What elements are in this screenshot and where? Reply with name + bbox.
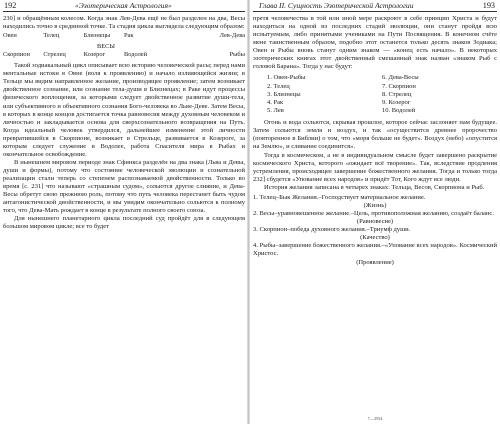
zodiac-cell: Рыбы xyxy=(229,50,245,58)
desire-item-4: 4. Рыбы–завершение божественного желания.–«Упование всех народов». Космический Христос. xyxy=(253,242,497,258)
left-intro: 230] и обращённым колесом. Когда знак Лев-Дева ещё не был разделен на два, Весы находились точно в срединной точке. Та стадия цикла выглядела следующим образом: xyxy=(3,15,245,31)
left-page xyxy=(3,0,245,424)
zodiac-cell: Близнецы xyxy=(83,32,111,40)
zodiac-cell xyxy=(164,51,204,60)
right-paragraph-2: Огонь и вода сольются, скрывая прошлое, которое сейчас заслоняет нам будущее. Затем сольются земля и воздух, и так «осуществится древнее пророчество (повторенное в Библии) о том, что «моря больше не будет». Воздух (небо) «опустится на Землю», и сливание соединится». xyxy=(253,119,497,151)
zodiac-cell: Рак xyxy=(123,32,134,40)
list-item: 1. Овен-Рыбы xyxy=(267,74,306,82)
list-item: 2. Телец xyxy=(267,82,290,90)
left-paragraph-1: Такой зодиакальный цикл описывает всю историю человеческой расы; перед нами ментальные истоки в Овне (воля к проявлению) и начало излияющейся жизни; в Тельце мы видим направленное желание, производящее проявление; затем возникает двойственное сознание, или сознание тела-души в Близнецах; в Раке идут процессы физического воплощения, за которыми следует двойственное развитие души-тела, или субъективного и объективного сознания Бого-человека во Льве-Деве. Затем Весы, в которых в конце концов достигается точка равновесия между духовным человеком и личностью и закладывается основа для сверхсознательного возвращения на Путь. Когда идеальный человек утвердился, дальнейшее изменение этой личности превратившейся в Скорпионе, возникает в Стрельце, развивается в Козероге, за которым следует служение в Водолее, работа Спасителя мира в Рыбах и окончательное освобождение. xyxy=(3,62,245,158)
zodiac-cell: Лев-Дева xyxy=(219,32,245,40)
list-item: 6. Дева-Весы xyxy=(382,74,419,82)
right-page-body xyxy=(253,15,497,267)
zodiac-row-lower xyxy=(3,51,245,60)
desire-list xyxy=(253,194,497,267)
zodiac-cell: Козерог xyxy=(83,50,106,58)
zodiac-cell: Телец xyxy=(43,32,60,40)
list-item: 7. Скорпион xyxy=(382,82,416,90)
right-paragraph-3: Тогда в космическом, а не в индивидуальном смысле будет завершено раскрытие космического Христа, которого «ожидает всё творение». Так, вследствие продления устремления, происходящее завершение божественного желания. Тогда и только тогда 232] сбудется «Упование всех народов» и придёт Тот, Кого ждут все люди. xyxy=(253,151,497,183)
left-page-body xyxy=(3,15,245,231)
left-paragraph-3: Для нынешнего планетарного цикла последний суд пройдёт для в следующем большом мировом цикле; все то будет xyxy=(3,215,245,231)
printer-signature-mark: 7—2554 xyxy=(367,416,383,421)
right-page-number: 193 xyxy=(482,1,495,10)
right-page-header xyxy=(253,0,497,12)
zodiac-cell: Овен xyxy=(3,32,17,40)
right-header-rule xyxy=(253,11,497,12)
desire-item-2-keyword: (Равновесие) xyxy=(356,218,394,226)
list-item: 3. Близнецы xyxy=(267,90,301,98)
desire-item-4-keyword: (Проявление) xyxy=(356,258,394,266)
ten-sign-list xyxy=(267,74,497,115)
list-item: 9. Козерог xyxy=(382,98,411,106)
left-page-header xyxy=(3,0,245,12)
desire-item-3-keyword: (Качество) xyxy=(360,234,390,242)
ten-sign-column-right xyxy=(382,74,497,115)
list-item: 4. Рак xyxy=(267,98,284,106)
right-paragraph-4: История желания записана в четырех знаках: Тельца, Весов, Скорпиона и Рыб. xyxy=(264,183,485,191)
list-item: 10. Водолей xyxy=(382,107,416,115)
zodiac-cell: Скорпион xyxy=(3,50,30,58)
desire-item-1-keyword: (Жизнь) xyxy=(363,201,387,209)
desire-item-1: 1. Телец–Бык Желания.–Господствует материальное желание. xyxy=(253,193,426,201)
desire-item-3: 3. Скорпион–победа духовного желания.–Триумф души. xyxy=(253,226,411,234)
zodiac-cell: Водолей xyxy=(123,50,148,58)
zodiac-cell xyxy=(164,32,204,41)
list-item: 8. Стрелец xyxy=(382,90,412,98)
book-gutter xyxy=(247,0,250,424)
zodiac-row-upper xyxy=(3,32,245,41)
right-page xyxy=(253,0,497,424)
ten-sign-column-left xyxy=(267,74,382,115)
desire-item-2: 2. Весы–уравновешенное желание.–Цель, противоположная желанию, создаёт баланс. xyxy=(253,209,494,217)
left-running-title: «Эзотерическая Астрология» xyxy=(75,1,172,10)
left-page-number: 192 xyxy=(4,1,17,10)
left-header-rule xyxy=(3,11,245,12)
zodiac-cell: Стрелец xyxy=(43,50,66,58)
zodiac-middle-label: ВЕСЫ xyxy=(96,42,115,50)
list-item: 5. Лев xyxy=(267,107,284,115)
right-paragraph-1: претя человечества в той или иной мере раскроют в себе принцип Христа и будут находиться на одной из последних стадий эволюции, они станут пройдя всю испытуемым, либо принятыми учениками на Пути Посвящения. В конечном счёте мене таинственным образом, подобно этот останется только десять знаков Зодиака; Овен и Рыбы вновь станут одним знаком — «конец есть начало». В некоторых эзотерических книгах этот двойственный смешанный знак назван «знаком Рыб с головой Барана». Тогда у нас будут: xyxy=(253,15,497,71)
left-paragraph-2: В нынешнем мировом периоде знак Сфинкса разделён на два знака (Льва и Девы, души и формы), потому что состояние человеческой эволюции и сознательной реализации стали теперь со степенем распознаваемой двойственности. Только во время [с. 231] что называют «страшным судом», сольются другое слияние, и Дева-Весы обретут свою прежнюю роль, потому что путь человека перестанет быть чудом антагонистической двойственности, и мы увидим окончательно сольются к полному того, что Дева-Мать рождает в конце в результате полного своего союза. xyxy=(3,158,245,215)
right-running-title: Глава II. Сущность Эзотерической Астрологии xyxy=(259,1,414,10)
